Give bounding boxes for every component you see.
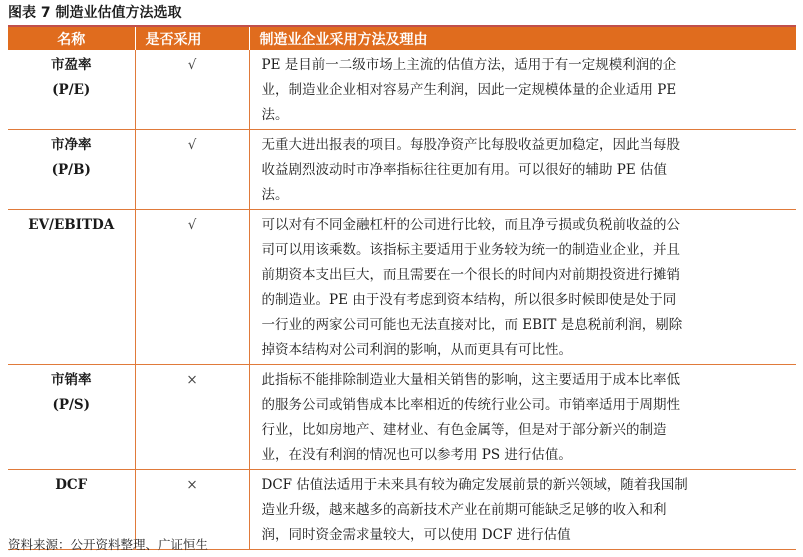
reason-line: PE 是目前一二级市场上主流的估值方法，适用于有一定规模利润的企 [261,57,677,73]
valuation-method-table [8,27,796,550]
reason-line: 无重大进出报表的项目。每股净资产比每股收益更加稳定，因此当每股 [261,137,680,153]
reason-cell [249,470,796,550]
reason-line: 法。 [261,187,289,203]
reason-line: 造业升级，越来越多的高新技术产业在前期可能缺乏足够的收入和利 [261,502,667,518]
method-name-line: (P/E) [52,82,91,98]
table-row [8,365,796,470]
header-reason: 制造业企业采用方法及理由 [249,27,796,50]
adopted-mark: √ [135,50,249,130]
table-row [8,50,796,130]
table-row [8,210,796,365]
method-name-cell [8,365,135,470]
method-name-line: 市销率 [51,372,92,388]
reason-line: 润，同时资金需求量较大，可以使用 DCF 进行估值 [261,527,571,543]
reason-cell [249,50,796,130]
reason-line: DCF 估值法适用于未来具有较为确定发展前景的新兴领域，随着我国制 [261,477,688,493]
adopted-mark: × [135,365,249,470]
method-name-line: EV/EBITDA [28,217,115,233]
reason-line: 司可以用该乘数。该指标主要适用于业务较为统一的制造业企业，并且 [261,242,680,258]
reason-line: 行业，比如房地产、建材业、有色金属等，但是对于部分新兴的制造 [261,422,667,438]
header-name: 名称 [8,27,135,50]
method-name-cell [8,130,135,210]
reason-line: 一行业的两家公司可能也无法直接对比，而 EBIT 是息税前利润，剔除 [261,317,683,333]
reason-line: 业，制造业企业相对容易产生利润，因此一定规模体量的企业适用 PE [261,82,677,98]
reason-line: 收益剧烈波动时市净率指标往往更加有用。可以很好的辅助 PE 估值 [261,162,668,178]
reason-line: 掉资本结构对公司利润的影响，从而更具有可比性。 [261,342,572,358]
source-note: 资料来源：公开资料整理、广证恒生 [8,537,209,552]
table-header-row [8,27,796,50]
reason-line: 法。 [261,107,289,123]
method-name-line: (P/B) [51,162,91,178]
adopted-mark: √ [135,130,249,210]
reason-line: 业，在没有利润的情况也可以参考用 PS 进行估值。 [261,447,572,463]
method-name-line: 市净率 [51,137,92,153]
reason-line: 的制造业。PE 由于没有考虑到资本结构，所以很多时候即使是处于同 [261,292,677,308]
reason-line: 的服务公司或销售成本比率相近的传统行业公司。市销率适用于周期性 [261,397,680,413]
method-name-cell [8,210,135,365]
adopted-mark: × [135,470,249,550]
table-row [8,130,796,210]
figure-title: 图表 7 制造业估值方法选取 [8,5,182,21]
method-name-line: 市盈率 [51,57,92,73]
header-adopted: 是否采用 [135,27,249,50]
reason-line: 可以对有不同金融杠杆的公司进行比较，而且净亏损或负税前收益的公 [261,217,680,233]
adopted-mark: √ [135,210,249,365]
reason-cell [249,365,796,470]
reason-cell [249,210,796,365]
method-name-line: DCF [55,477,88,493]
method-name-cell [8,50,135,130]
method-name-line: (P/S) [52,397,91,413]
reason-line: 前期资本支出巨大，而且需要在一个很长的时间内对前期投资进行摊销 [261,267,680,283]
reason-cell [249,130,796,210]
reason-line: 此指标不能排除制造业大量相关销售的影响，这主要适用于成本比率低 [261,372,680,388]
